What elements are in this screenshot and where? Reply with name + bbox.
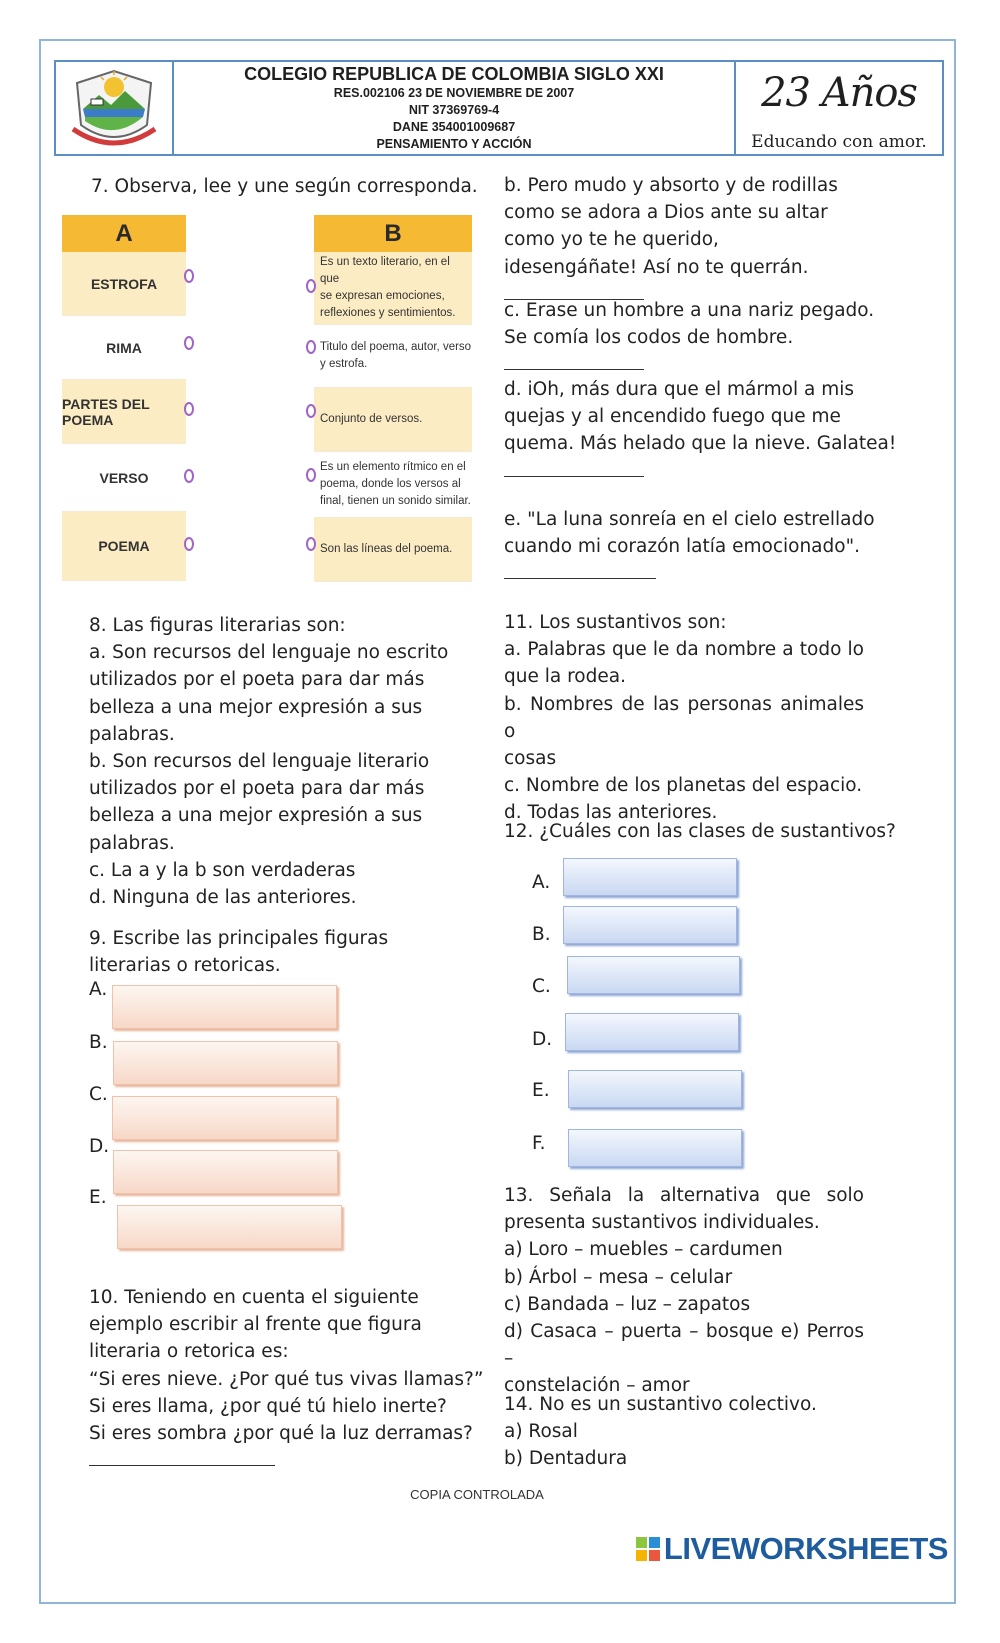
q9-label: C. (89, 1084, 108, 1105)
match-dot-a2[interactable] (184, 336, 194, 350)
match-dot-a3[interactable] (184, 402, 194, 416)
q9-label: D. (89, 1136, 110, 1157)
column-b-item: Es un texto literario, en el que se expresan emociones, reflexiones y sentimientos. (314, 252, 472, 325)
noun-class-input[interactable] (568, 1070, 742, 1108)
example-d: d. iOh, más dura que el mármol a mis quejas y al encendido fuego que me quema. Más helado que la nieve. Galatea! (504, 376, 896, 485)
q13-block: 13. Señala la alternativa que solo presenta sustantivos individuales. a) Loro – muebles – cardumen b) Árbol – mesa – celular c) Bandada – luz – zapatos d) Casaca – puerta – bosque e) Perros – constelación – amor (504, 1185, 864, 1397)
column-b-item: Conjunto de versos. (314, 388, 472, 452)
q8-block: 8. Las figuras literarias son: a. Son recursos del lenguaje no escrito utilizados por el poeta para dar más belleza a una mejor expresión a sus palabras. b. Son recursos del lenguaje literario utilizados por el poeta para dar más belleza a una mejor expresión a sus palabras. c. La a y la b son verdaderas d. Ninguna de las anteriores. (89, 615, 449, 909)
match-dot-a4[interactable] (184, 469, 194, 483)
noun-class-input[interactable] (568, 1129, 742, 1167)
column-a-header: A (62, 215, 186, 252)
match-dot-b2[interactable] (306, 340, 316, 354)
answer-blank-e[interactable] (504, 563, 656, 579)
resolution-line: RES.002106 23 DE NOVIEMBRE DE 2007 (333, 86, 575, 100)
noun-class-input[interactable] (563, 858, 737, 896)
column-a-item: PARTES DEL POEMA (62, 380, 186, 444)
column-b-item: Es un elemento rítmico en el poema, donde los versos al final, tienen un sonido similar. (314, 452, 472, 518)
column-b-header: B (314, 215, 472, 252)
figure-answer-input[interactable] (112, 1096, 337, 1140)
matching-column-a (62, 215, 186, 581)
column-a-item: ESTROFA (62, 252, 186, 316)
footer-note: COPIA CONTROLADA (410, 1487, 544, 1502)
q12-label: F. (532, 1133, 546, 1154)
answer-blank-c[interactable] (504, 354, 644, 370)
liveworksheets-logo[interactable]: LIVEWORKSHEETS (636, 1531, 948, 1567)
figure-answer-input[interactable] (113, 1041, 338, 1085)
column-b-item: Titulo del poema, autor, verso y estrofa. (314, 325, 472, 388)
q10-block: 10. Teniendo en cuenta el siguiente ejemplo escribir al frente que figura literaria o retorica es: “Si eres nieve. ¿Por qué tus vivas llamas?” Si eres llama, ¿por qué tú hielo inerte? Si eres sombra ¿por qué la luz derramas? (89, 1284, 483, 1474)
dane-line: DANE 354001009687 (392, 120, 516, 134)
matching-column-b (314, 215, 472, 582)
school-name: COLEGIO REPUBLICA DE COLOMBIA SIGLO XXI (244, 64, 664, 84)
column-a-item: POEMA (62, 512, 186, 581)
slogan-line: PENSAMIENTO Y ACCIÓN (376, 137, 532, 151)
q9-label: B. (89, 1032, 108, 1053)
q12-label: B. (532, 924, 551, 945)
match-dot-b1[interactable] (306, 279, 316, 293)
q9-label: A. (89, 979, 108, 1000)
q9-prompt: 9. Escribe las principales figuras literarias o retoricas. (89, 928, 389, 977)
column-a-item: VERSO (62, 444, 186, 512)
school-motto: Educando con amor. (751, 132, 927, 152)
figure-answer-input[interactable] (112, 985, 337, 1029)
q12-label: C. (532, 976, 551, 997)
nit-line: NIT 37369769-4 (408, 103, 500, 117)
school-header (54, 60, 944, 156)
column-b-item: Son las líneas del poema. (314, 518, 472, 582)
figure-answer-input[interactable] (113, 1150, 338, 1194)
liveworksheets-icon (636, 1537, 660, 1561)
q12-label: D. (532, 1029, 553, 1050)
crest-icon (69, 65, 159, 151)
q12-label: A. (532, 872, 551, 893)
q14-block: 14. No es un sustantivo colectivo. a) Rosal b) Dentadura (504, 1394, 817, 1470)
q11-block: 11. Los sustantivos son: a. Palabras que le da nombre a todo lo que la rodea. b. Nombres de las personas animales o cosas c. Nombre de los planetas del espacio. d. Todas las anteriores. (504, 612, 864, 824)
example-b: b. Pero mudo y absorto y de rodillas como se adora a Dios ante su altar como yo te he querido, idesengáñate! Así no te querrán. (504, 172, 838, 308)
noun-class-input[interactable] (563, 906, 737, 944)
q9-label: E. (89, 1187, 107, 1208)
match-dot-a5[interactable] (184, 537, 194, 551)
match-dot-b4[interactable] (306, 468, 316, 482)
answer-blank-q10[interactable] (89, 1450, 275, 1466)
figure-answer-input[interactable] (117, 1205, 342, 1249)
match-dot-b5[interactable] (306, 537, 316, 551)
example-c: c. Erase un hombre a una nariz pegado. Se comía los codos de hombre. (504, 297, 874, 379)
match-dot-a1[interactable] (184, 269, 194, 283)
q12-label: E. (532, 1080, 550, 1101)
noun-class-input[interactable] (567, 956, 740, 994)
example-e: e. "La luna sonreía en el cielo estrellado cuando mi corazón latía emocionado". (504, 506, 875, 588)
anniversary-title: 23 Años (761, 70, 917, 116)
column-a-item: RIMA (62, 316, 186, 380)
noun-class-input[interactable] (565, 1013, 739, 1051)
school-crest (56, 62, 174, 154)
answer-blank-d[interactable] (504, 461, 644, 477)
q7-prompt: 7. Observa, lee y une según corresponda. (91, 176, 478, 197)
q12-prompt: 12. ¿Cuáles con las clases de sustantivos? (504, 821, 896, 842)
match-dot-b3[interactable] (306, 404, 316, 418)
